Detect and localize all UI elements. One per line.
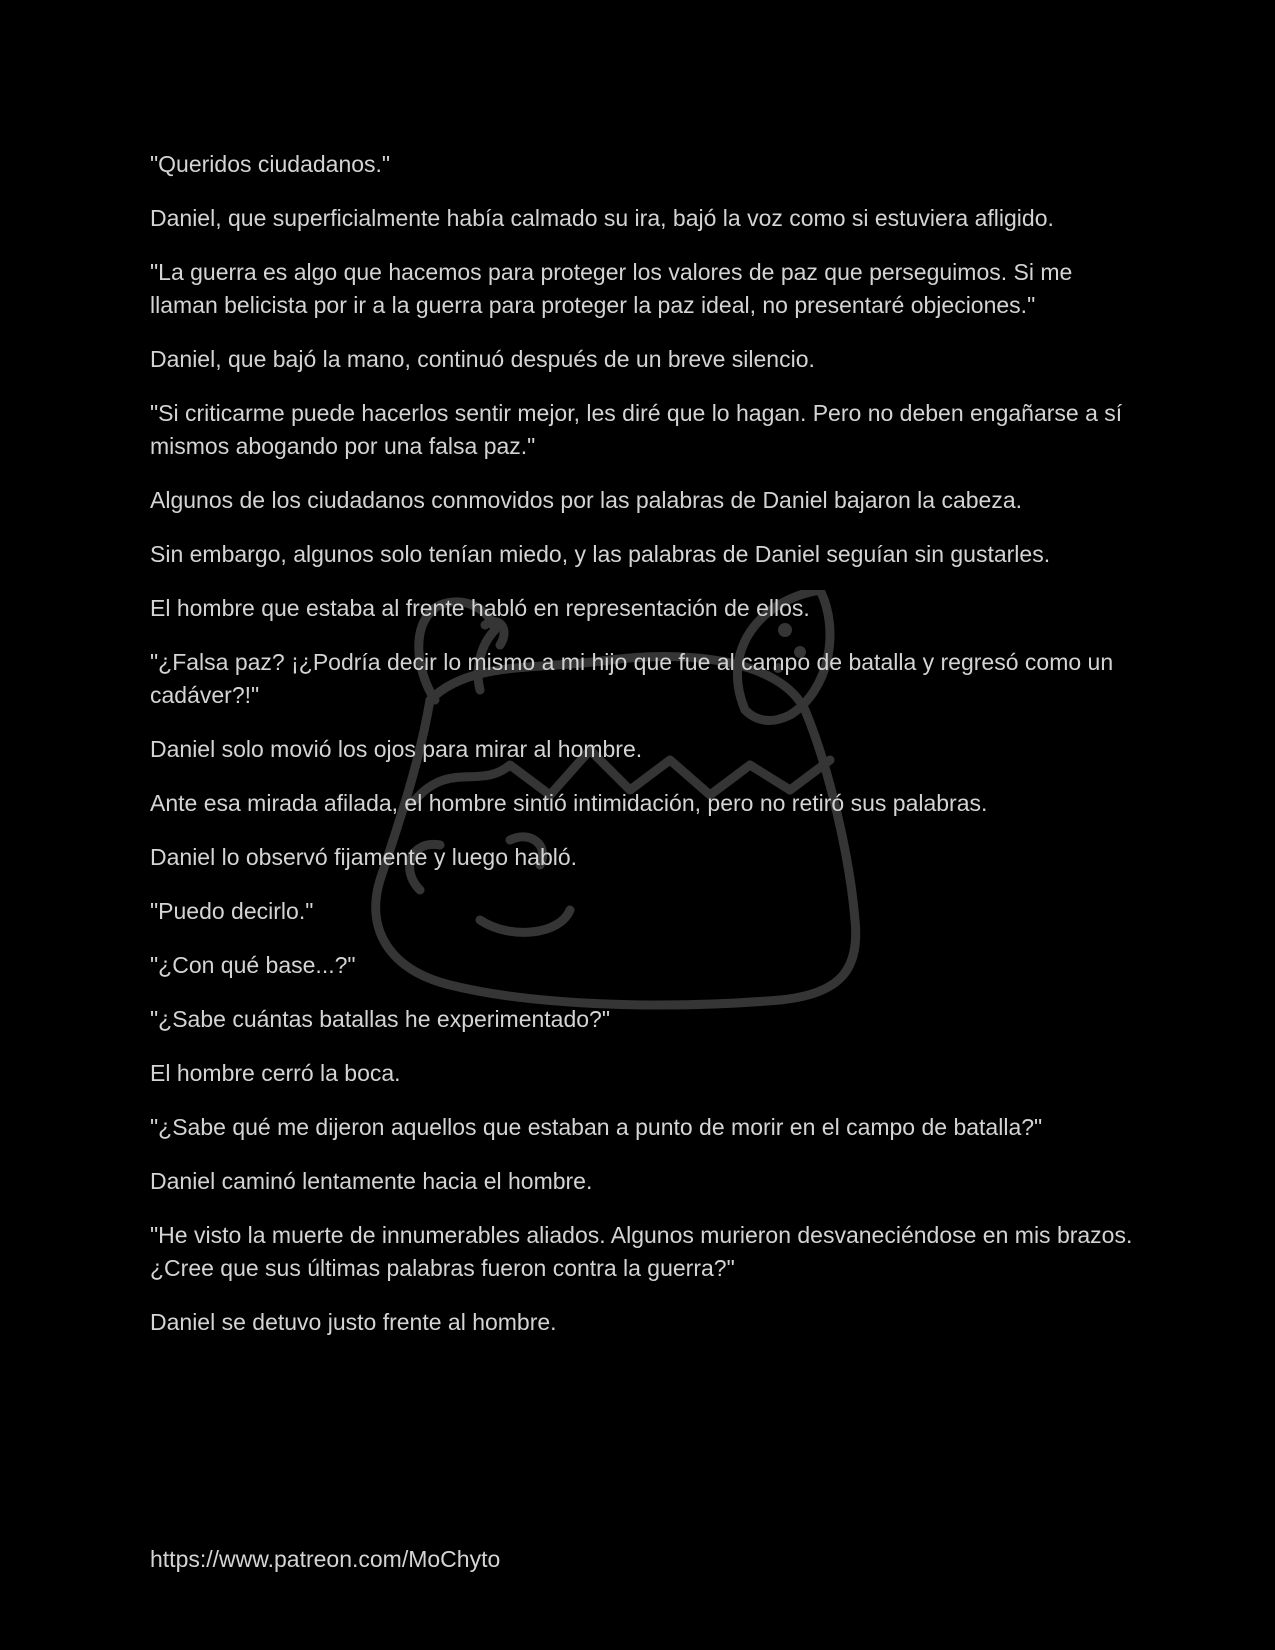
paragraph: "¿Falsa paz? ¡¿Podría decir lo mismo a mi hijo que fue al campo de batalla y regresó como un cadáver?!" bbox=[150, 649, 1114, 708]
paragraph: Daniel lo observó fijamente y luego habló. bbox=[150, 844, 578, 870]
paragraph: Daniel solo movió los ojos para mirar al hombre. bbox=[150, 736, 643, 762]
paragraph: Daniel se detuvo justo frente al hombre. bbox=[150, 1309, 557, 1335]
paragraph: "La guerra es algo que hacemos para proteger los valores de paz que perseguimos. Si me llaman belicista por ir a la guerra para proteger la paz ideal, no presentaré objeciones." bbox=[150, 259, 1073, 318]
paragraph: Algunos de los ciudadanos conmovidos por las palabras de Daniel bajaron la cabeza. bbox=[150, 487, 1023, 513]
paragraph: "¿Sabe cuántas batallas he experimentado?" bbox=[150, 1006, 611, 1032]
patreon-link[interactable]: https://www.patreon.com/MoChyto bbox=[150, 1546, 501, 1572]
paragraph: "¿Sabe qué me dijeron aquellos que estaban a punto de morir en el campo de batalla?" bbox=[150, 1114, 1043, 1140]
paragraph: Daniel, que bajó la mano, continuó después de un breve silencio. bbox=[150, 346, 815, 372]
paragraph: Ante esa mirada afilada, el hombre sintió intimidación, pero no retiró sus palabras. bbox=[150, 790, 988, 816]
paragraph: "¿Con qué base...?" bbox=[150, 952, 356, 978]
paragraph: Daniel caminó lentamente hacia el hombre. bbox=[150, 1168, 593, 1194]
story-text bbox=[150, 148, 1135, 1360]
paragraph: "He visto la muerte de innumerables aliados. Algunos murieron desvaneciéndose en mis brazos. ¿Cree que sus últimas palabras fueron contra la guerra?" bbox=[150, 1222, 1133, 1281]
paragraph: "Puedo decirlo." bbox=[150, 898, 314, 924]
paragraph: El hombre cerró la boca. bbox=[150, 1060, 401, 1086]
paragraph: El hombre que estaba al frente habló en representación de ellos. bbox=[150, 595, 810, 621]
paragraph: "Si criticarme puede hacerlos sentir mejor, les diré que lo hagan. Pero no deben engañarse a sí mismos abogando por una falsa paz." bbox=[150, 400, 1123, 459]
paragraph: Daniel, que superficialmente había calmado su ira, bajó la voz como si estuviera afligido. bbox=[150, 205, 1054, 231]
paragraph: "Queridos ciudadanos." bbox=[150, 151, 391, 177]
paragraph: Sin embargo, algunos solo tenían miedo, y las palabras de Daniel seguían sin gustarles. bbox=[150, 541, 1051, 567]
